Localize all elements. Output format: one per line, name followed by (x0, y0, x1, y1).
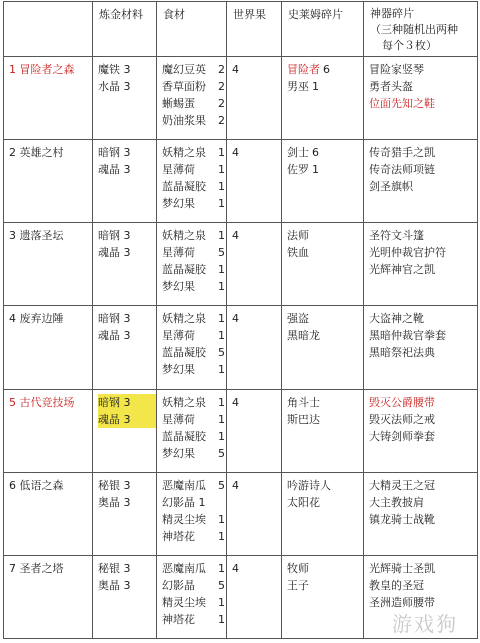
alchemy-cell (93, 223, 157, 306)
artifact-item: 大铸剑师拳套 (369, 429, 435, 443)
food-item (162, 327, 226, 344)
world-fruit-count: 4 (232, 63, 239, 77)
world-fruit-count: 4 (232, 561, 239, 575)
table-row (4, 306, 478, 389)
world-fruit-cell (227, 57, 282, 140)
world-fruit-count: 4 (232, 146, 239, 160)
food-name: 幻影晶 (162, 578, 195, 592)
food-item (162, 511, 226, 528)
location-cell (4, 306, 93, 389)
food-item (162, 560, 226, 577)
artifact-cell (364, 306, 478, 389)
food-item (162, 144, 226, 161)
alchemy-cell (93, 57, 157, 140)
food-name: 蓝晶凝胶 (162, 180, 206, 194)
artifact-cell (364, 57, 478, 140)
location-cell (4, 57, 93, 140)
location-name: 2 英雄之村 (9, 146, 64, 160)
artifact-item: 大盗神之靴 (369, 312, 424, 326)
food-cell (157, 389, 227, 472)
slime-item (287, 394, 363, 411)
food-count: 1 (218, 163, 225, 177)
slime-cell (282, 306, 364, 389)
food-item (162, 445, 226, 462)
location-name: 4 废弃边陲 (9, 312, 64, 326)
slime-count: 1 (312, 163, 319, 177)
food-name: 星薄荷 (162, 246, 195, 260)
slime-name: 牧师 (287, 561, 309, 575)
slime-count (331, 479, 334, 492)
alchemy-item: 魂晶 3 (98, 411, 156, 428)
location-name: 6 低语之森 (9, 478, 64, 492)
food-count: 1 (218, 180, 225, 194)
artifact-item: 镇龙骑士战靴 (369, 512, 435, 526)
world-fruit-cell (227, 472, 282, 555)
food-name: 星薄荷 (162, 412, 195, 426)
location-name: 5 古代竞技场 (9, 395, 75, 409)
world-fruit-cell (227, 389, 282, 472)
alchemy-item: 魔铁 3 (98, 63, 131, 77)
alchemy-item: 魂晶 3 (98, 329, 131, 343)
artifact-item: 冒险家竖琴 (369, 63, 424, 77)
food-name: 妖精之泉 (162, 312, 206, 326)
slime-count (309, 246, 312, 259)
food-item (162, 227, 226, 244)
alchemy-item: 奥晶 3 (98, 578, 131, 592)
food-count: 1 (218, 280, 225, 294)
food-count: 5 (218, 446, 225, 460)
material-table (3, 1, 478, 639)
food-count: 5 (218, 478, 225, 492)
alchemy-item: 暗钢 3 (98, 146, 131, 160)
slime-name: 法师 (287, 229, 309, 243)
slime-count: 6 (312, 146, 319, 160)
food-cell (157, 140, 227, 223)
food-count: 5 (218, 346, 225, 360)
slime-item (287, 560, 363, 577)
food-count: 1 (218, 329, 225, 343)
food-name: 幻影晶 1 (162, 495, 206, 509)
table-row (4, 57, 478, 140)
slime-item (287, 310, 363, 327)
food-item (162, 611, 226, 628)
table-row (4, 140, 478, 223)
slime-name: 王子 (287, 578, 309, 592)
artifact-item: 圣洲造师腰带 (369, 595, 435, 609)
food-name: 恶魔南瓜 (162, 478, 206, 492)
food-count: 1 (218, 312, 225, 326)
food-item (162, 361, 226, 378)
artifact-cell (364, 223, 478, 306)
artifact-item: 光辉神官之凯 (369, 263, 435, 277)
artifact-cell (364, 389, 478, 472)
food-name: 蜥蜴蛋 (162, 97, 195, 111)
food-count: 1 (218, 595, 225, 609)
food-item (162, 261, 226, 278)
slime-item (287, 411, 363, 428)
slime-item (287, 577, 363, 594)
slime-count (320, 329, 323, 342)
food-item (162, 95, 226, 112)
artifact-item: 勇者头盔 (369, 80, 413, 94)
food-name: 星薄荷 (162, 329, 195, 343)
artifact-item: 传奇法师项链 (369, 163, 435, 177)
alchemy-item: 秘银 3 (98, 478, 131, 492)
food-count: 1 (218, 197, 225, 211)
food-item (162, 411, 226, 428)
food-name: 梦幻果 (162, 446, 195, 460)
slime-name: 吟游诗人 (287, 478, 331, 492)
food-name: 蓝晶凝胶 (162, 429, 206, 443)
header-row (4, 2, 478, 57)
slime-item (287, 244, 363, 261)
food-count: 1 (218, 429, 225, 443)
slime-name: 强盗 (287, 312, 309, 326)
food-item (162, 577, 226, 594)
header-artifact-line: 神器碎片 (370, 7, 414, 20)
slime-item (287, 61, 363, 78)
food-count: 1 (218, 146, 225, 160)
artifact-item: 剑圣旗帜 (369, 180, 413, 194)
world-fruit-count: 4 (232, 395, 239, 409)
food-name: 妖精之泉 (162, 229, 206, 243)
artifact-item: 位面先知之鞋 (369, 97, 435, 111)
artifact-item: 大精灵王之冠 (369, 478, 435, 492)
food-item (162, 494, 226, 511)
location-cell (4, 472, 93, 555)
slime-cell (282, 389, 364, 472)
header-artifact (364, 2, 478, 57)
food-count: 2 (218, 80, 225, 94)
food-name: 梦幻果 (162, 280, 195, 294)
location-cell (4, 223, 93, 306)
food-name: 梦幻果 (162, 363, 195, 377)
slime-item (287, 327, 363, 344)
food-cell (157, 306, 227, 389)
artifact-item: 传奇猎手之凯 (369, 146, 435, 160)
slime-item (287, 161, 363, 178)
slime-name: 男巫 (287, 80, 309, 94)
food-item (162, 244, 226, 261)
slime-count (320, 496, 323, 509)
world-fruit-count: 4 (232, 312, 239, 326)
artifact-item: 黑暗仲裁官拳套 (369, 329, 446, 343)
alchemy-cell (93, 306, 157, 389)
food-cell (157, 472, 227, 555)
location-cell (4, 389, 93, 472)
slime-cell (282, 140, 364, 223)
artifact-item: 黑暗祭祀法典 (369, 346, 435, 360)
slime-item (287, 494, 363, 511)
food-item (162, 344, 226, 361)
food-item (162, 310, 226, 327)
slime-name: 冒险者 (287, 63, 320, 77)
alchemy-item: 水晶 3 (98, 80, 131, 94)
table-row (4, 389, 478, 472)
food-name: 恶魔南瓜 (162, 561, 206, 575)
world-fruit-cell (227, 555, 282, 638)
food-item (162, 61, 226, 78)
artifact-cell (364, 140, 478, 223)
food-name: 星薄荷 (162, 163, 195, 177)
table-row (4, 472, 478, 555)
food-count: 1 (218, 263, 225, 277)
food-item (162, 278, 226, 295)
food-name: 香草面粉 (162, 80, 206, 94)
world-fruit-cell (227, 140, 282, 223)
slime-item (287, 78, 363, 95)
food-item (162, 195, 226, 212)
food-name: 妖精之泉 (162, 146, 206, 160)
food-cell (157, 57, 227, 140)
food-item (162, 528, 226, 545)
food-item (162, 78, 226, 95)
location-name: 3 遗落圣坛 (9, 229, 64, 243)
slime-item (287, 144, 363, 161)
header-world-fruit: 世界果 (227, 2, 282, 57)
artifact-item: 教皇的圣冠 (369, 578, 424, 592)
world-fruit-count: 4 (232, 229, 239, 243)
header-artifact-line: 每个３枚） (382, 39, 437, 52)
food-name: 精灵尘埃 (162, 512, 206, 526)
world-fruit-count: 4 (232, 478, 239, 492)
location-name: 7 圣者之塔 (9, 561, 64, 575)
table-row (4, 223, 478, 306)
food-count: 1 (218, 529, 225, 543)
header-corner (4, 2, 93, 57)
slime-count (320, 413, 323, 426)
food-name: 魔幻豆英 (162, 63, 206, 77)
food-count: 1 (218, 395, 225, 409)
alchemy-cell (93, 555, 157, 638)
header-slime: 史莱姆碎片 (282, 2, 364, 57)
food-name: 精灵尘埃 (162, 595, 206, 609)
alchemy-item: 秘银 3 (98, 561, 131, 575)
alchemy-item: 暗钢 3 (98, 229, 131, 243)
food-count: 5 (218, 246, 225, 260)
food-count: 1 (218, 412, 225, 426)
alchemy-cell (93, 140, 157, 223)
food-item (162, 112, 226, 129)
alchemy-item: 奥晶 3 (98, 495, 131, 509)
food-name: 梦幻果 (162, 197, 195, 211)
food-item (162, 394, 226, 411)
location-cell (4, 140, 93, 223)
location-name: 1 冒险者之森 (9, 63, 75, 77)
food-name: 蓝晶凝胶 (162, 263, 206, 277)
alchemy-item: 魂晶 3 (98, 246, 131, 260)
location-cell (4, 555, 93, 638)
slime-count (309, 312, 312, 325)
header-artifact-line: （三种随机出两种 (370, 23, 458, 36)
slime-cell (282, 223, 364, 306)
slime-name: 斯巴达 (287, 412, 320, 426)
food-count: 1 (218, 561, 225, 575)
food-name: 奶油浆果 (162, 114, 206, 128)
alchemy-item: 暗钢 3 (98, 312, 131, 326)
alchemy-item: 魂晶 3 (98, 163, 131, 177)
alchemy-item: 暗钢 3 (98, 394, 156, 411)
world-fruit-cell (227, 306, 282, 389)
watermark-logo: 游戏狗 (392, 612, 458, 636)
food-item (162, 477, 226, 494)
slime-count (309, 562, 312, 575)
artifact-item: 圣符文斗篷 (369, 229, 424, 243)
food-count: 1 (218, 512, 225, 526)
slime-count: 6 (323, 63, 330, 77)
slime-cell (282, 472, 364, 555)
world-fruit-cell (227, 223, 282, 306)
artifact-item: 毁灭公爵腰带 (369, 395, 435, 409)
slime-name: 黑暗龙 (287, 329, 320, 343)
food-count: 5 (218, 578, 225, 592)
food-count: 1 (218, 612, 225, 626)
slime-count (309, 229, 312, 242)
artifact-cell (364, 472, 478, 555)
food-cell (157, 223, 227, 306)
slime-item (287, 227, 363, 244)
slime-count (309, 579, 312, 592)
slime-item (287, 477, 363, 494)
artifact-item: 光明仲裁官护符 (369, 246, 446, 260)
food-name: 蓝晶凝胶 (162, 346, 206, 360)
food-item (162, 178, 226, 195)
artifact-item: 毁灭法师之戒 (369, 412, 435, 426)
food-name: 妖精之泉 (162, 395, 206, 409)
slime-cell (282, 57, 364, 140)
food-count: 2 (218, 114, 225, 128)
slime-name: 剑士 (287, 146, 309, 160)
food-cell (157, 555, 227, 638)
food-name: 神塔花 (162, 529, 195, 543)
header-food: 食材 (157, 2, 227, 57)
alchemy-cell (93, 389, 157, 472)
food-count: 1 (218, 363, 225, 377)
alchemy-cell (93, 472, 157, 555)
food-name: 神塔花 (162, 612, 195, 626)
header-alchemy: 炼金材料 (93, 2, 157, 57)
artifact-item: 光辉骑士圣凯 (369, 561, 435, 575)
food-item (162, 594, 226, 611)
food-item (162, 428, 226, 445)
slime-name: 角斗士 (287, 395, 320, 409)
slime-count: 1 (312, 80, 319, 94)
slime-name: 佐罗 (287, 163, 309, 177)
food-item (162, 161, 226, 178)
slime-name: 铁血 (287, 246, 309, 260)
artifact-item: 大主教披肩 (369, 495, 424, 509)
food-count: 2 (218, 63, 225, 77)
food-count: 1 (218, 229, 225, 243)
slime-count (320, 396, 323, 409)
slime-name: 太阳花 (287, 495, 320, 509)
food-count: 2 (218, 97, 225, 111)
slime-cell (282, 555, 364, 638)
